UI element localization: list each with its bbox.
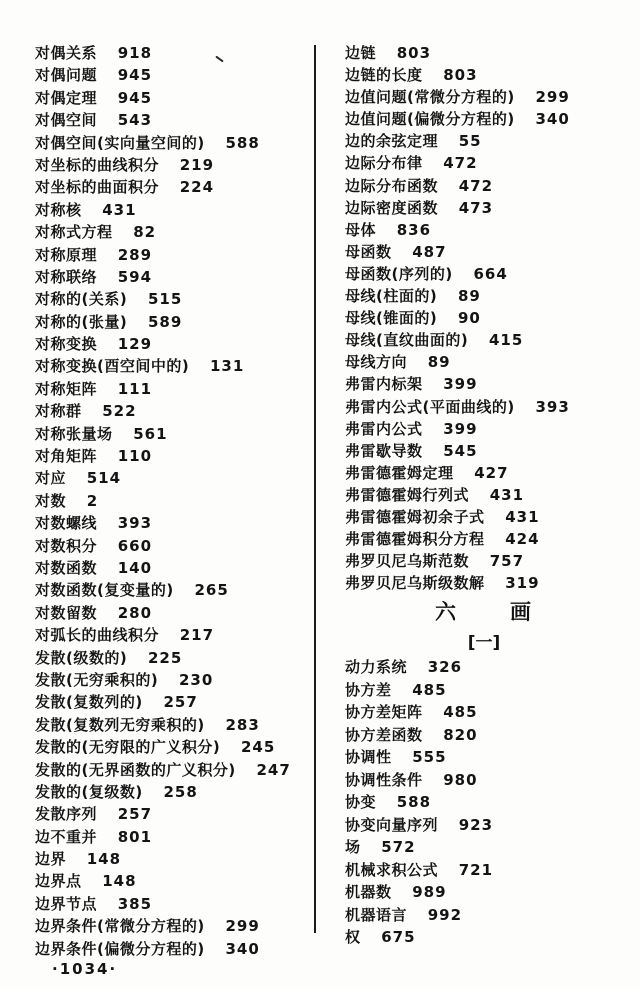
index-entry	[35, 714, 313, 736]
index-entry	[35, 400, 313, 422]
entry-page-number: 543	[117, 111, 153, 130]
index-entry	[345, 175, 623, 197]
index-entry	[345, 241, 623, 263]
entry-term: 对称核	[35, 200, 82, 219]
index-entry	[35, 826, 313, 848]
entry-page-number: 319	[505, 574, 540, 593]
index-entry	[35, 736, 313, 758]
entry-page-number: 431	[489, 485, 525, 504]
entry-term: 弗雷内公式	[345, 419, 423, 438]
page-number-text: ·1034·	[52, 960, 118, 978]
index-entry-list-right-bottom	[345, 656, 623, 949]
index-entry	[345, 904, 623, 927]
entry-term: 边界条件(偏微分方程的)	[35, 939, 205, 958]
entry-term: 对偶空间	[35, 111, 98, 130]
entry-term: 边不重并	[35, 827, 98, 846]
index-entry	[345, 506, 623, 528]
entry-page-number: 2	[86, 491, 99, 510]
entry-term: 对数	[35, 491, 67, 510]
index-entry	[345, 746, 623, 769]
entry-term: 对数积分	[35, 536, 98, 555]
entry-term: 协方差	[345, 680, 392, 699]
entry-term: 动力系统	[345, 658, 408, 677]
index-entry	[35, 109, 313, 131]
entry-page-number: 945	[117, 66, 153, 85]
entry-page-number: 721	[458, 860, 494, 879]
entry-page-number: 230	[178, 670, 214, 689]
entry-term: 弗罗贝尼乌斯范数	[345, 552, 470, 571]
entry-page-number: 989	[412, 883, 447, 902]
entry-page-number: 485	[412, 680, 447, 699]
entry-page-number: 245	[240, 738, 276, 757]
entry-term: 发散(无穷乘积的)	[35, 670, 159, 689]
index-entry	[35, 266, 313, 288]
entry-page-number: 431	[505, 507, 540, 526]
index-entry	[345, 679, 623, 702]
entry-page-number: 485	[443, 703, 478, 722]
index-entry	[345, 396, 623, 418]
entry-page-number: 148	[86, 850, 122, 869]
section-heading-six-strokes	[345, 598, 623, 626]
entry-term: 机器数	[345, 883, 392, 902]
entry-term: 协调性条件	[345, 770, 423, 789]
entry-term: 对称的(关系)	[35, 290, 128, 309]
entry-page-number: 472	[443, 154, 478, 173]
entry-page-number: 289	[117, 245, 153, 264]
entry-term: 对坐标的曲线积分	[35, 155, 160, 174]
entry-term: 边链的长度	[345, 66, 423, 85]
entry-page-number: 431	[102, 200, 137, 219]
entry-term: 协变	[345, 793, 377, 812]
index-entry	[35, 42, 313, 64]
index-entry	[345, 263, 623, 285]
entry-page-number: 801	[117, 827, 153, 846]
entry-page-number: 225	[147, 648, 183, 667]
entry-page-number: 923	[458, 815, 494, 834]
index-entry	[35, 557, 313, 579]
entry-page-number: 515	[147, 290, 183, 309]
entry-page-number: 487	[412, 242, 447, 261]
entry-page-number: 89	[427, 353, 451, 372]
entry-page-number: 217	[179, 626, 215, 645]
entry-term: 母函数(序列的)	[345, 264, 453, 283]
entry-term: 机器语言	[345, 905, 408, 924]
index-entry	[345, 881, 623, 904]
index-entry	[345, 307, 623, 329]
entry-page-number: 472	[458, 176, 494, 195]
index-entry	[35, 378, 313, 400]
entry-page-number: 664	[473, 264, 508, 283]
entry-page-number: 265	[194, 581, 229, 600]
entry-page-number: 427	[474, 463, 509, 482]
entry-term: 对坐标的曲面积分	[35, 178, 160, 197]
entry-page-number: 299	[225, 917, 260, 936]
entry-term: 发散的(无穷限的广义积分)	[35, 738, 221, 757]
entry-term: 弗雷歇导数	[345, 441, 423, 460]
index-entry	[35, 64, 313, 86]
entry-page-number: 803	[443, 66, 478, 85]
entry-page-number: 299	[535, 88, 570, 107]
entry-page-number: 257	[163, 693, 198, 712]
index-entry	[345, 462, 623, 484]
index-entry	[345, 373, 623, 395]
entry-term: 对弧长的曲线积分	[35, 626, 160, 645]
entry-term: 对偶定理	[35, 88, 98, 107]
entry-term: 对称矩阵	[35, 379, 98, 398]
index-entry	[35, 647, 313, 669]
entry-term: 对称变换	[35, 335, 98, 354]
index-entry	[35, 870, 313, 892]
entry-page-number: 757	[489, 552, 525, 571]
index-entry	[345, 484, 623, 506]
entry-term: 发散(级数的)	[35, 648, 128, 667]
index-entry	[345, 572, 623, 594]
entry-term: 弗雷德霍姆行列式	[345, 485, 470, 504]
entry-page-number: 555	[412, 748, 447, 767]
entry-term: 边际密度函数	[345, 198, 439, 217]
entry-page-number: 89	[457, 287, 481, 306]
entry-term: 弗雷德霍姆初余子式	[345, 507, 485, 526]
entry-page-number: 589	[147, 312, 183, 331]
entry-page-number: 111	[117, 379, 153, 398]
index-entry	[345, 130, 623, 152]
page-number-footer	[52, 960, 117, 978]
entry-page-number: 340	[535, 110, 570, 129]
entry-page-number: 257	[117, 805, 153, 824]
index-entry-list-left	[35, 42, 313, 960]
entry-page-number: 545	[443, 441, 478, 460]
entry-term: 边界节点	[35, 894, 98, 913]
entry-term: 对数留数	[35, 603, 98, 622]
index-column-right	[345, 42, 623, 949]
entry-page-number: 660	[117, 536, 153, 555]
entry-term: 对角矩阵	[35, 447, 98, 466]
entry-page-number: 424	[505, 530, 540, 549]
entry-page-number: 820	[443, 725, 478, 744]
index-entry	[345, 724, 623, 747]
index-entry	[35, 691, 313, 713]
entry-page-number: 992	[427, 905, 463, 924]
index-entry	[345, 926, 623, 949]
index-entry	[35, 759, 313, 781]
entry-term: 弗雷内公式(平面曲线的)	[345, 397, 515, 416]
index-entry	[35, 199, 313, 221]
entry-page-number: 675	[381, 928, 416, 947]
index-entry	[345, 791, 623, 814]
index-entry	[35, 893, 313, 915]
entry-term: 边界条件(常微分方程的)	[35, 917, 205, 936]
entry-term: 母线(柱面的)	[345, 287, 438, 306]
index-entry	[35, 490, 313, 512]
index-entry	[35, 288, 313, 310]
entry-page-number: 836	[396, 220, 432, 239]
entry-page-number: 803	[396, 44, 432, 62]
entry-page-number: 340	[225, 939, 260, 958]
subsection-heading-one: [一]	[467, 633, 501, 654]
entry-page-number: 945	[117, 88, 153, 107]
entry-term: 边的余弦定理	[345, 132, 439, 151]
entry-page-number: 393	[117, 514, 153, 533]
index-entry	[345, 814, 623, 837]
entry-term: 协调性	[345, 748, 392, 767]
entry-term: 弗罗贝尼乌斯级数解	[345, 574, 485, 593]
index-entry	[345, 152, 623, 174]
index-entry	[345, 329, 623, 351]
entry-term: 对数函数(复变量的)	[35, 581, 174, 600]
index-entry	[345, 64, 623, 86]
entry-page-number: 980	[443, 770, 478, 789]
entry-term: 发散的(复级数)	[35, 782, 143, 801]
entry-page-number: 55	[458, 132, 482, 151]
index-entry	[35, 512, 313, 534]
entry-term: 边界点	[35, 872, 82, 891]
entry-page-number: 594	[117, 267, 153, 286]
section-heading-char-right: 画	[510, 600, 533, 625]
entry-term: 对偶关系	[35, 44, 98, 62]
entry-term: 协变向量序列	[345, 815, 439, 834]
entry-page-number: 140	[117, 558, 153, 577]
entry-term: 机械求积公式	[345, 860, 439, 879]
index-entry	[345, 769, 623, 792]
index-entry	[345, 108, 623, 130]
entry-page-number: 82	[133, 223, 157, 242]
entry-page-number: 473	[458, 198, 494, 217]
entry-page-number: 258	[163, 782, 198, 801]
entry-page-number: 522	[102, 402, 137, 421]
entry-page-number: 561	[133, 424, 168, 443]
index-entry	[35, 579, 313, 601]
entry-term: 边值问题(常微分方程的)	[345, 88, 515, 107]
index-entry	[35, 803, 313, 825]
entry-page-number: 129	[117, 335, 153, 354]
entry-term: 发散(复数列的)	[35, 693, 143, 712]
entry-term: 边际分布函数	[345, 176, 439, 195]
index-entry	[35, 154, 313, 176]
index-entry	[345, 859, 623, 882]
entry-term: 母线(锥面的)	[345, 309, 438, 328]
index-entry	[35, 221, 313, 243]
index-entry	[35, 87, 313, 109]
index-entry	[345, 351, 623, 373]
entry-term: 对称变换(酉空间中的)	[35, 357, 190, 376]
entry-term: 对应	[35, 469, 67, 488]
entry-term: 对称张量场	[35, 424, 113, 443]
entry-term: 对称的(张量)	[35, 312, 128, 331]
entry-page-number: 588	[225, 133, 260, 152]
entry-page-number: 393	[535, 397, 570, 416]
index-entry	[35, 848, 313, 870]
index-entry-list-right-top	[345, 42, 623, 594]
entry-term: 发散(复数列无穷乘积的)	[35, 715, 205, 734]
entry-term: 对偶问题	[35, 66, 98, 85]
entry-term: 母体	[345, 220, 377, 239]
entry-term: 权	[345, 928, 361, 947]
entry-term: 母线(直纹曲面的)	[345, 331, 469, 350]
index-entry	[35, 333, 313, 355]
index-entry	[345, 528, 623, 550]
entry-term: 对称联络	[35, 267, 98, 286]
entry-page-number: 148	[102, 872, 137, 891]
index-entry	[35, 355, 313, 377]
entry-term: 对数函数	[35, 558, 98, 577]
index-entry	[345, 86, 623, 108]
entry-term: 弗雷内标架	[345, 375, 423, 394]
index-entry	[35, 938, 313, 960]
index-entry	[345, 219, 623, 241]
entry-term: 边界	[35, 850, 67, 869]
entry-term: 对称式方程	[35, 223, 113, 242]
entry-page-number: 280	[117, 603, 153, 622]
index-entry	[35, 624, 313, 646]
entry-term: 弗雷德霍姆定理	[345, 463, 454, 482]
index-entry	[345, 836, 623, 859]
entry-term: 协方差函数	[345, 725, 423, 744]
index-entry	[345, 440, 623, 462]
index-entry	[35, 467, 313, 489]
index-entry	[35, 915, 313, 937]
entry-page-number: 385	[117, 894, 153, 913]
entry-page-number: 918	[117, 44, 153, 62]
index-entry	[35, 669, 313, 691]
entry-page-number: 131	[209, 357, 245, 376]
entry-page-number: 514	[86, 469, 122, 488]
entry-term: 对数螺线	[35, 514, 98, 533]
index-entry	[345, 197, 623, 219]
entry-term: 对偶空间(实向量空间的)	[35, 133, 205, 152]
index-entry	[35, 535, 313, 557]
column-divider-rule	[314, 45, 316, 933]
entry-term: 边值问题(偏微分方程的)	[345, 110, 515, 129]
index-entry	[35, 244, 313, 266]
index-entry	[345, 701, 623, 724]
entry-page-number: 219	[179, 155, 215, 174]
index-entry	[35, 423, 313, 445]
entry-page-number: 326	[427, 658, 463, 677]
entry-page-number: 90	[457, 309, 481, 328]
entry-term: 协方差矩阵	[345, 703, 423, 722]
entry-term: 发散序列	[35, 805, 98, 824]
index-entry	[35, 311, 313, 333]
entry-term: 对称原理	[35, 245, 98, 264]
index-entry	[35, 445, 313, 467]
entry-page-number: 283	[225, 715, 260, 734]
entry-term: 对称群	[35, 402, 82, 421]
index-entry	[345, 285, 623, 307]
index-entry	[345, 42, 623, 64]
section-heading-char-left: 六	[435, 600, 458, 625]
entry-page-number: 415	[488, 331, 524, 350]
entry-page-number: 247	[256, 760, 291, 779]
entry-term: 边链	[345, 44, 377, 62]
entry-page-number: 572	[381, 838, 416, 857]
entry-page-number: 110	[117, 447, 153, 466]
entry-term: 母线方向	[345, 353, 408, 372]
index-entry	[35, 176, 313, 198]
index-entry	[345, 418, 623, 440]
index-entry	[35, 602, 313, 624]
index-entry	[345, 550, 623, 572]
index-entry	[35, 781, 313, 803]
entry-term: 边际分布律	[345, 154, 423, 173]
entry-page-number: 399	[443, 375, 478, 394]
index-entry	[345, 656, 623, 679]
index-column-left	[35, 42, 313, 960]
entry-page-number: 588	[396, 793, 432, 812]
entry-term: 母函数	[345, 242, 392, 261]
index-entry	[35, 132, 313, 154]
entry-term: 场	[345, 838, 361, 857]
entry-page-number: 224	[179, 178, 215, 197]
entry-term: 发散的(无界函数的广义积分)	[35, 760, 236, 779]
entry-term: 弗雷德霍姆积分方程	[345, 530, 485, 549]
entry-page-number: 399	[443, 419, 478, 438]
